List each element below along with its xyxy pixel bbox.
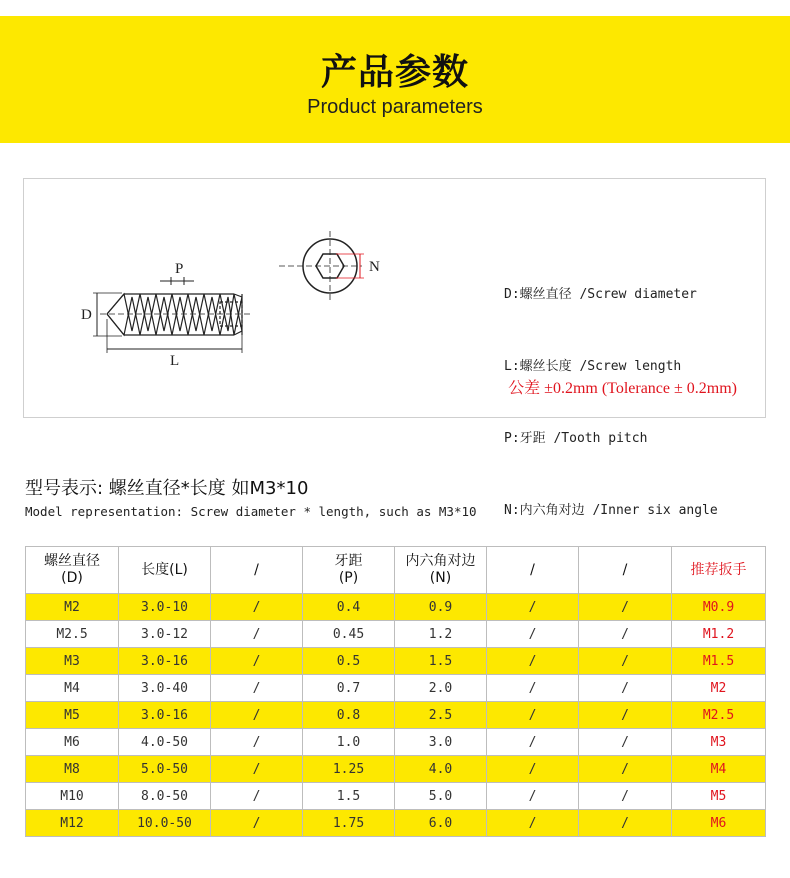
legend-item: P:牙距 /Tooth pitch [504,431,648,446]
table-cell: 1.0 [303,729,395,756]
table-cell: / [211,810,303,837]
table-row [26,648,766,675]
table-cell: / [211,648,303,675]
table-header-cell: 长度(L) [119,547,211,594]
table-cell: M2.5 [26,621,119,648]
table-cell: / [487,729,579,756]
table-cell: / [579,675,672,702]
table-cell: 3.0-16 [119,702,211,729]
table-cell: 5.0 [395,783,487,810]
table-cell: M3 [672,729,766,756]
table-cell: / [579,810,672,837]
table-cell: / [579,621,672,648]
table-cell: 0.7 [303,675,395,702]
table-header-cell: 牙距 (P) [303,547,395,594]
table-cell: / [211,675,303,702]
table-cell: 3.0-16 [119,648,211,675]
table-cell: 1.5 [395,648,487,675]
table-cell: M12 [26,810,119,837]
table-cell: / [579,783,672,810]
parameters-table [25,546,766,837]
table-cell: 1.2 [395,621,487,648]
table-cell: 3.0-40 [119,675,211,702]
table-cell: / [211,594,303,621]
table-cell: / [487,810,579,837]
table-cell: / [579,729,672,756]
table-cell: 2.0 [395,675,487,702]
table-header-row [26,547,766,594]
model-representation-cn: 型号表示: 螺丝直径*长度 如M3*10 [25,478,309,499]
table-cell: M3 [26,648,119,675]
page-title: 产品参数 [320,52,469,93]
model-representation-en: Model representation: Screw diameter * length, such as M3*10 [25,504,477,519]
table-cell: M2.5 [672,702,766,729]
legend-item: N:内六角对边 /Inner six angle [504,503,718,518]
table-cell: M4 [26,675,119,702]
tolerance-note: 公差 ±0.2mm (Tolerance ± 0.2mm) [508,380,737,397]
table-row [26,783,766,810]
table-cell: M5 [26,702,119,729]
table-cell: / [487,621,579,648]
table-row [26,621,766,648]
table-header-cell: / [487,547,579,594]
table-cell: 4.0 [395,756,487,783]
table-header-cell: 推荐扳手 [672,547,766,594]
table-row [26,729,766,756]
table-cell: M2 [26,594,119,621]
table-cell: M8 [26,756,119,783]
table-cell: M0.9 [672,594,766,621]
table-cell: / [487,648,579,675]
table-cell: 3.0 [395,729,487,756]
table-cell: 0.9 [395,594,487,621]
table-row [26,702,766,729]
table-cell: / [487,783,579,810]
table-cell: 5.0-50 [119,756,211,783]
table-cell: M6 [26,729,119,756]
table-cell: / [579,648,672,675]
table-cell: 6.0 [395,810,487,837]
table-cell: / [211,729,303,756]
table-row [26,810,766,837]
label-l: L [170,353,180,369]
table-cell: / [579,756,672,783]
table-cell: / [579,594,672,621]
table-cell: M6 [672,810,766,837]
table-cell: 3.0-12 [119,621,211,648]
table-cell: 1.5 [303,783,395,810]
table-cell: 10.0-50 [119,810,211,837]
table-header-cell: 螺丝直径 (D) [26,547,119,594]
table-cell: 0.8 [303,702,395,729]
table-header-cell: 内六角对边 (N) [395,547,487,594]
table-cell: / [487,702,579,729]
table-header-cell: / [211,547,303,594]
label-n: N [369,259,380,275]
table-cell: 2.5 [395,702,487,729]
table-row [26,675,766,702]
table-cell: / [487,675,579,702]
table-cell: / [211,783,303,810]
table-cell: M1.5 [672,648,766,675]
table-cell: / [211,702,303,729]
table-header-cell: / [579,547,672,594]
legend-item: D:螺丝直径 /Screw diameter [504,287,697,302]
label-p: P [175,261,184,277]
label-d: D [81,307,92,323]
table-cell: 4.0-50 [119,729,211,756]
table-cell: M2 [672,675,766,702]
table-cell: 0.5 [303,648,395,675]
legend-item: L:螺丝长度 /Screw length [504,359,682,374]
table-cell: / [211,621,303,648]
table-cell: / [579,702,672,729]
table-cell: / [487,594,579,621]
page-subtitle: Product parameters [307,96,483,118]
table-cell: 3.0-10 [119,594,211,621]
table-cell: 1.75 [303,810,395,837]
table-cell: 1.25 [303,756,395,783]
table-cell: M5 [672,783,766,810]
table-row [26,594,766,621]
table-cell: M4 [672,756,766,783]
screw-body [107,294,242,335]
table-cell: 0.45 [303,621,395,648]
end-view [279,231,364,301]
table-row [26,756,766,783]
table-cell: / [487,756,579,783]
table-cell: / [211,756,303,783]
table-cell: M1.2 [672,621,766,648]
table-cell: 0.4 [303,594,395,621]
table-cell: M10 [26,783,119,810]
table-cell: 8.0-50 [119,783,211,810]
